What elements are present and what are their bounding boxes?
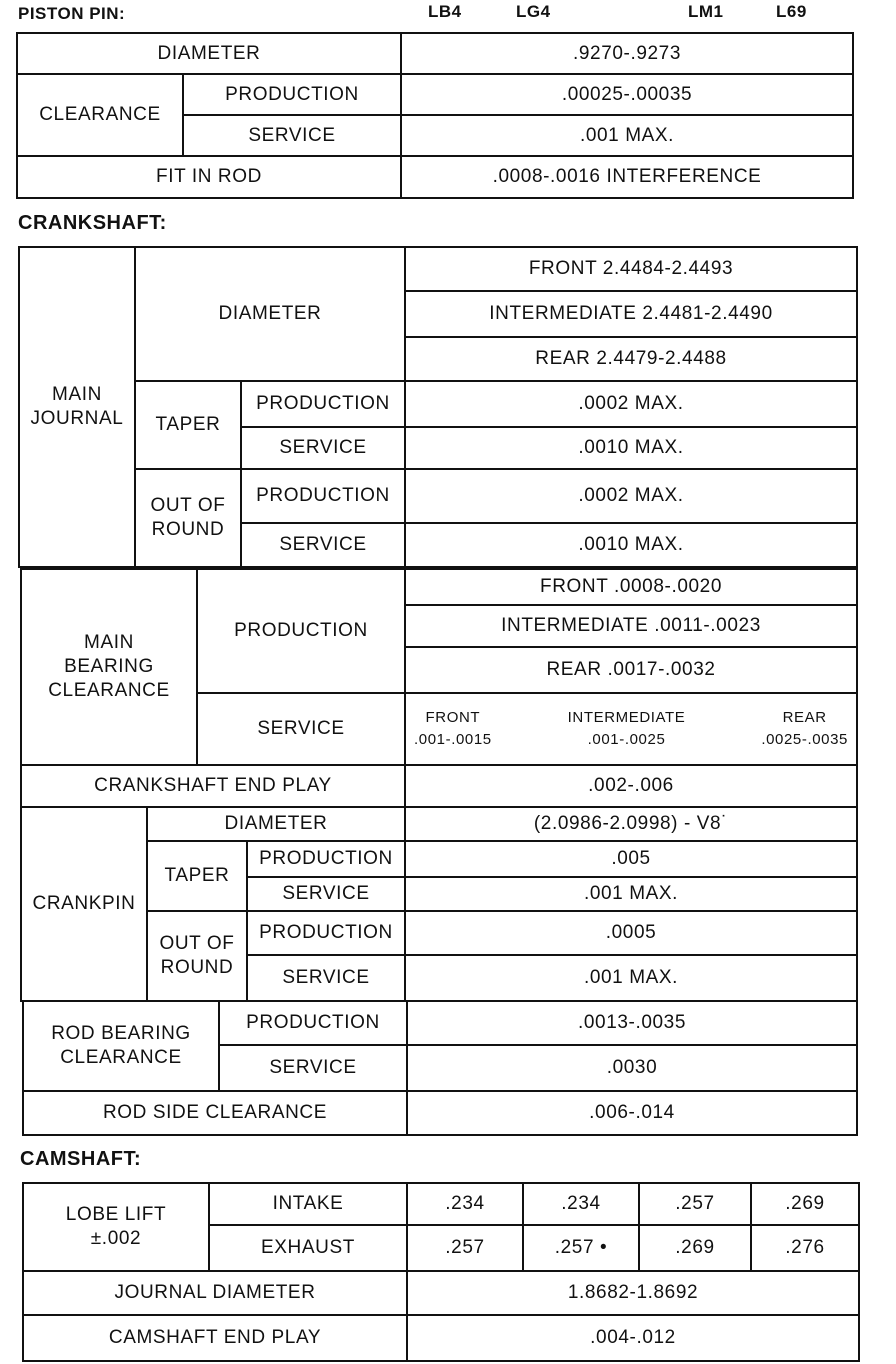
mj-rear-value: REAR 2.4479-2.4488	[405, 337, 857, 381]
main-bearing-table	[20, 568, 858, 808]
cp-oor-service-value: .001 MAX.	[405, 955, 857, 1001]
cp-taper-label: TAPER	[147, 841, 247, 911]
mb-service-intermediate: INTERMEDIATE .001-.0025	[567, 708, 686, 748]
camshaft-end-play-label: CAMSHAFT END PLAY	[23, 1315, 407, 1361]
mj-front-value: FRONT 2.4484-2.4493	[405, 247, 857, 291]
mj-intermediate-value: INTERMEDIATE 2.4481-2.4490	[405, 291, 857, 337]
lobe-lift-label: LOBE LIFT ±.002	[23, 1183, 209, 1271]
cp-out-of-round-label: OUT OF ROUND	[147, 911, 247, 1001]
mj-out-of-round-label: OUT OF ROUND	[135, 469, 241, 567]
intake-value-l69: .269	[751, 1183, 859, 1225]
main-journal-table	[18, 246, 858, 568]
pp-fit-label: FIT IN ROD	[17, 156, 401, 198]
mb-service-values	[405, 693, 857, 765]
mj-taper-service-value: .0010 MAX.	[405, 427, 857, 469]
intake-value-lg4: .234	[523, 1183, 639, 1225]
mb-intermediate-value: INTERMEDIATE .0011-.0023	[405, 605, 857, 647]
exhaust-value-lg4: .257 •	[523, 1225, 639, 1271]
engine-lb4: LB4	[428, 2, 462, 21]
rb-production-label: PRODUCTION	[219, 1001, 407, 1045]
journal-diameter-value: 1.8682-1.8692	[407, 1271, 859, 1315]
mb-service-label: SERVICE	[197, 693, 405, 765]
page-title: PISTON PIN:	[18, 4, 126, 23]
cp-taper-production-value: .005	[405, 841, 857, 877]
exhaust-value-l69: .276	[751, 1225, 859, 1271]
mb-service-rear: REAR .0025-.0035	[761, 708, 848, 748]
rb-service-label: SERVICE	[219, 1045, 407, 1091]
exhaust-value-lb4: .257	[407, 1225, 523, 1271]
rb-production-value: .0013-.0035	[407, 1001, 857, 1045]
rod-side-clearance-value: .006-.014	[407, 1091, 857, 1135]
journal-diameter-label: JOURNAL DIAMETER	[23, 1271, 407, 1315]
pp-production-value: .00025-.00035	[401, 74, 853, 115]
mj-diameter-label: DIAMETER	[135, 247, 405, 381]
cp-taper-service-value: .001 MAX.	[405, 877, 857, 911]
rb-service-value: .0030	[407, 1045, 857, 1091]
pp-fit-value: .0008-.0016 INTERFERENCE	[401, 156, 853, 198]
crankpin-label: CRANKPIN	[21, 807, 147, 1001]
cp-oor-service-label: SERVICE	[247, 955, 405, 1001]
piston-pin-table	[16, 32, 854, 199]
cp-diameter-value: (2.0986-2.0998) - V8˙	[405, 807, 857, 841]
engine-lg4: LG4	[516, 2, 551, 21]
engine-lm1: LM1	[688, 2, 724, 21]
intake-value-lm1: .257	[639, 1183, 751, 1225]
intake-value-lb4: .234	[407, 1183, 523, 1225]
mj-oor-production-value: .0002 MAX.	[405, 469, 857, 523]
rod-side-clearance-label: ROD SIDE CLEARANCE	[23, 1091, 407, 1135]
exhaust-value-lm1: .269	[639, 1225, 751, 1271]
camshaft-title: CAMSHAFT:	[20, 1148, 142, 1170]
mb-front-value: FRONT .0008-.0020	[405, 569, 857, 605]
rod-bearing-clearance-label: ROD BEARING CLEARANCE	[23, 1001, 219, 1091]
pp-production-label: PRODUCTION	[183, 74, 401, 115]
mb-production-label: PRODUCTION	[197, 569, 405, 693]
mj-oor-service-label: SERVICE	[241, 523, 405, 567]
mb-service-front: FRONT .001-.0015	[414, 708, 492, 748]
cp-taper-service-label: SERVICE	[247, 877, 405, 911]
mj-oor-service-value: .0010 MAX.	[405, 523, 857, 567]
camshaft-table	[22, 1182, 860, 1362]
crankshaft-title: CRANKSHAFT:	[18, 212, 167, 234]
mj-taper-label: TAPER	[135, 381, 241, 469]
mb-rear-value: REAR .0017-.0032	[405, 647, 857, 693]
cp-oor-production-label: PRODUCTION	[247, 911, 405, 955]
intake-label: INTAKE	[209, 1183, 407, 1225]
camshaft-end-play-value: .004-.012	[407, 1315, 859, 1361]
cp-oor-production-value: .0005	[405, 911, 857, 955]
crankpin-table	[20, 806, 858, 1002]
cp-taper-production-label: PRODUCTION	[247, 841, 405, 877]
pp-service-value: .001 MAX.	[401, 115, 853, 156]
mj-taper-production-value: .0002 MAX.	[405, 381, 857, 427]
main-bearing-clearance-label: MAIN BEARING CLEARANCE	[21, 569, 197, 765]
crankshaft-end-play-value: .002-.006	[405, 765, 857, 807]
cp-diameter-label: DIAMETER	[147, 807, 405, 841]
pp-diameter-value: .9270-.9273	[401, 33, 853, 74]
mj-taper-production-label: PRODUCTION	[241, 381, 405, 427]
pp-clearance-label: CLEARANCE	[17, 74, 183, 156]
mj-taper-service-label: SERVICE	[241, 427, 405, 469]
mj-oor-production-label: PRODUCTION	[241, 469, 405, 523]
engine-l69: L69	[776, 2, 807, 21]
main-journal-label: MAIN JOURNAL	[19, 247, 135, 567]
crankshaft-end-play-label: CRANKSHAFT END PLAY	[21, 765, 405, 807]
exhaust-label: EXHAUST	[209, 1225, 407, 1271]
pp-diameter-label: DIAMETER	[17, 33, 401, 74]
rod-bearing-table	[22, 1000, 858, 1136]
pp-service-label: SERVICE	[183, 115, 401, 156]
